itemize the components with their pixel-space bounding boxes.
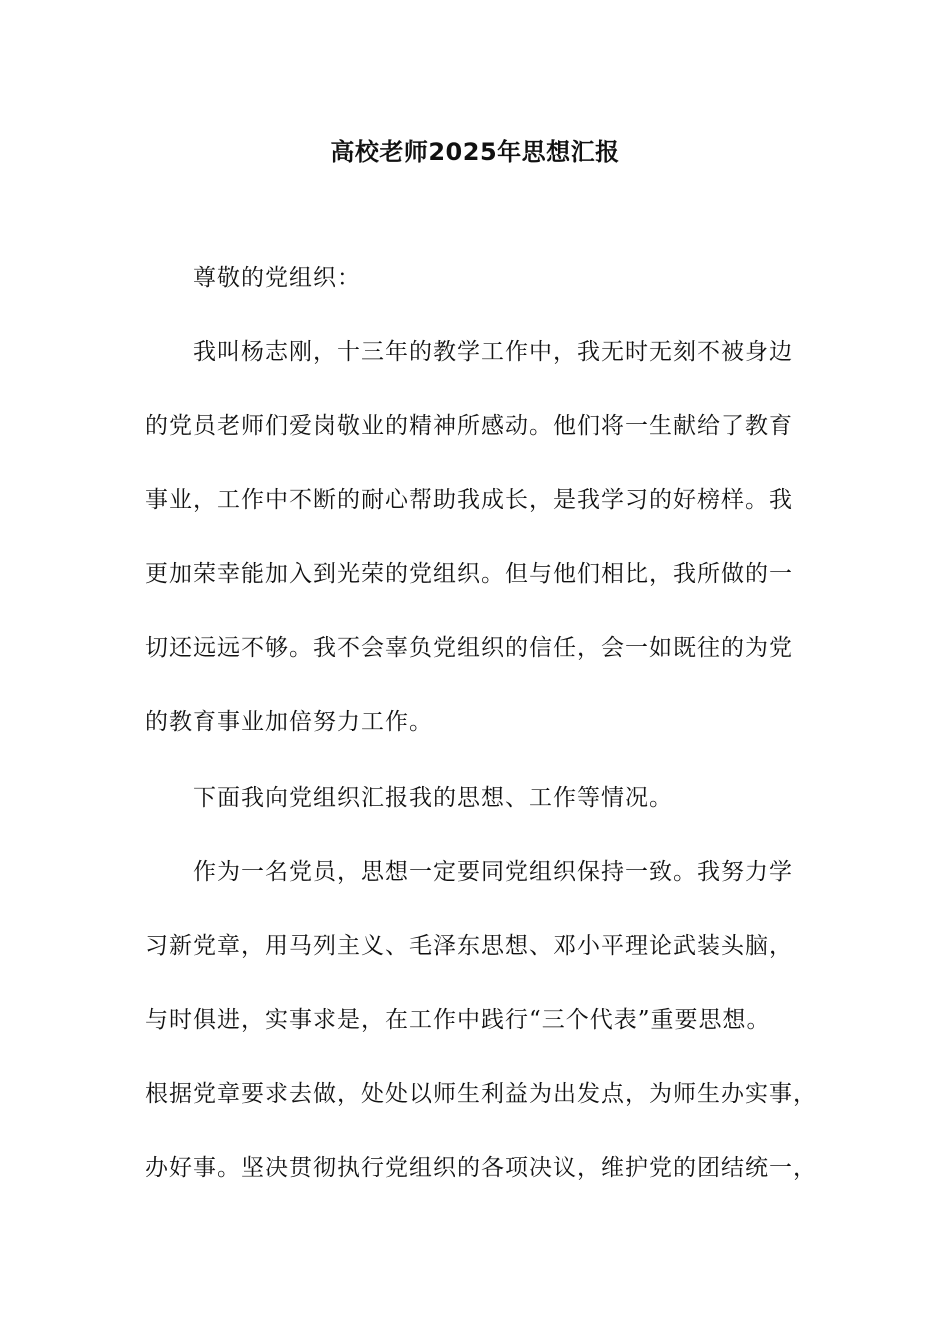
document-title: 高校老师2025年思想汇报 — [330, 138, 620, 166]
paragraph-line: 我叫杨志刚，十三年的教学工作中，我无时无刻不被身边 — [193, 339, 793, 365]
paragraph-line: 下面我向党组织汇报我的思想、工作等情况。 — [193, 785, 673, 811]
paragraph-line: 更加荣幸能加入到光荣的党组织。但与他们相比，我所做的一 — [145, 561, 793, 587]
paragraph-line: 作为一名党员，思想一定要同党组织保持一致。我努力学 — [193, 859, 793, 885]
paragraph-line: 习新党章，用马列主义、毛泽东思想、邓小平理论武装头脑， — [145, 933, 793, 959]
paragraph-line: 的教育事业加倍努力工作。 — [145, 709, 433, 735]
paragraph-line: 事业，工作中不断的耐心帮助我成长，是我学习的好榜样。我 — [145, 487, 793, 513]
paragraph-line: 切还远远不够。我不会辜负党组织的信任，会一如既往的为党 — [145, 635, 793, 661]
paragraph-line: 办好事。坚决贯彻执行党组织的各项决议，维护党的团结统一， — [145, 1155, 817, 1181]
salutation: 尊敬的党组织： — [193, 265, 361, 291]
paragraph-line: 的党员老师们爱岗敬业的精神所感动。他们将一生献给了教育 — [145, 413, 793, 439]
paragraph-line: 根据党章要求去做，处处以师生利益为出发点，为师生办实事， — [145, 1081, 817, 1107]
paragraph-line: 与时俱进，实事求是，在工作中践行“三个代表”重要思想。 — [145, 1007, 771, 1033]
